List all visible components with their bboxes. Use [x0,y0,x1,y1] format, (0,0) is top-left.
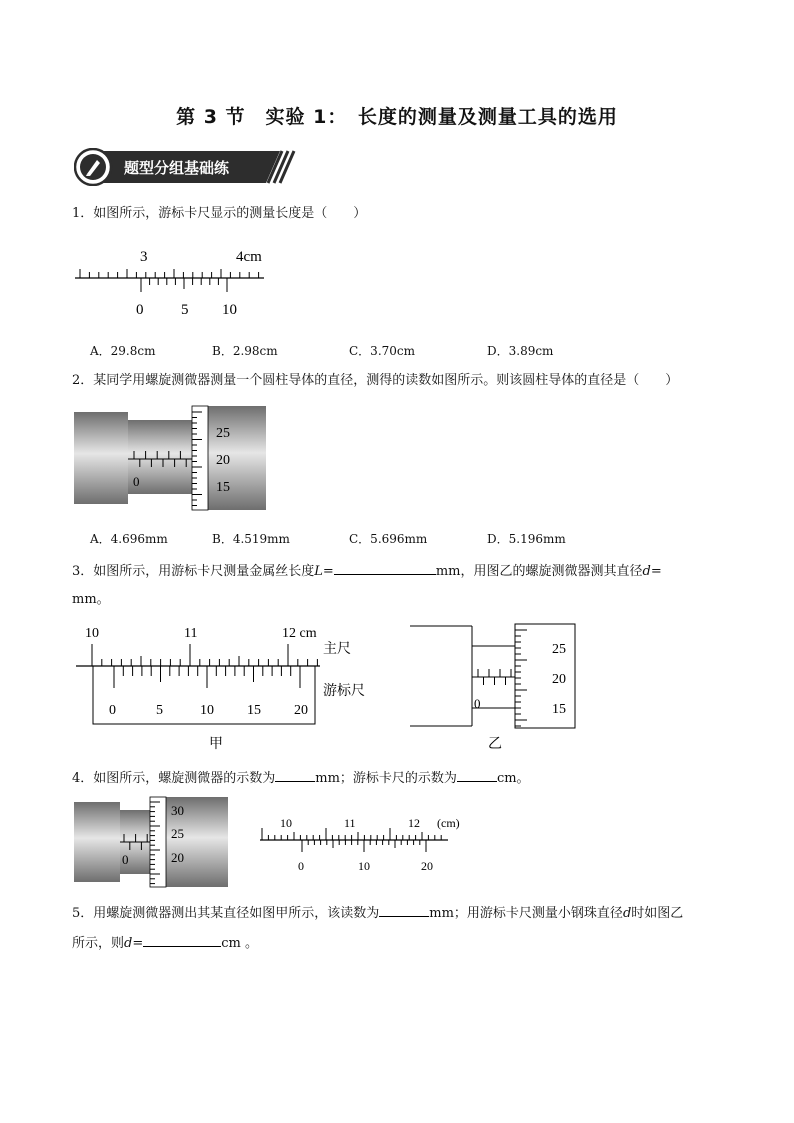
vernier-scale-name: 游标尺 [323,683,365,699]
thimble-label: 20 [216,453,230,468]
page-title: 第 3 节 实验 1： 长度的测量及测量工具的选用 [176,106,618,128]
q4-vernier-caliper-diagram [256,812,471,876]
q3-vernier-caliper-diagram [70,622,390,754]
q1-option-a: A．29.8cm [90,344,156,358]
q2-option-a: A．4.696mm [90,532,168,546]
question-4-text: 4．如图所示，螺旋测微器的示数为 mm；游标卡尺的示数为 cm。 [72,767,530,789]
sleeve-label: 0 [474,696,481,711]
thimble-label: 20 [552,672,566,687]
thimble-label: 25 [552,642,566,657]
q4-micrometer-diagram [72,796,232,888]
vernier-scale-label: 5 [156,703,163,718]
vernier-scale-label: 0 [298,859,304,873]
thimble-label: 20 [171,850,184,865]
q3-micrometer-line-diagram [408,622,588,752]
section-badge [74,148,299,186]
thimble-label: 25 [216,426,230,441]
vernier-scale-label: 5 [181,302,189,318]
main-scale-label: 10 [85,626,99,641]
vernier-scale-label: 20 [421,859,433,873]
thimble-label: 30 [171,803,184,818]
figure-caption: 甲 [209,736,223,752]
answer-blank[interactable] [334,560,436,575]
main-scale-label: 12 cm [282,626,317,641]
figure-caption: 乙 [488,736,502,752]
vernier-scale-label: 0 [136,302,144,318]
main-scale-label: 12 [408,816,420,830]
main-scale-label: 11 [184,626,198,641]
question-3-text: 3．如图所示，用游标卡尺测量金属丝长度L= mm，用图乙的螺旋测微器测其直径d= [72,560,662,582]
thimble-label: 15 [552,702,566,717]
section-badge-label: 题型分组基础练 [124,159,230,177]
main-scale-label: 4cm [236,249,262,265]
question-5-text-line2: 所示，则d= cm 。 [72,932,258,954]
q1-option-d: D．3.89cm [487,344,554,358]
q1-vernier-caliper-diagram [70,246,280,318]
vernier-scale-label: 0 [109,703,116,718]
question-1-text: 1．如图所示，游标卡尺显示的测量长度是（ ） [72,206,367,221]
q1-option-c: C．3.70cm [349,344,416,358]
vernier-scale-label: 15 [247,703,261,718]
vernier-scale-label: 10 [358,859,370,873]
sleeve-label: 0 [122,852,129,867]
sleeve-label: 0 [133,474,140,489]
vernier-scale-label: 10 [222,302,237,318]
q2-option-b: B．4.519mm [212,532,290,546]
answer-blank[interactable] [379,902,429,917]
answer-blank[interactable] [143,932,221,947]
main-scale-label: 3 [140,249,148,265]
answer-blank[interactable] [457,767,497,782]
main-scale-name: 主尺 [323,641,351,657]
q1-option-b: B．2.98cm [212,344,278,358]
main-scale-label: 10 [280,816,292,830]
q2-option-d: D．5.196mm [487,532,566,546]
vernier-scale-label: 20 [294,703,308,718]
unit-label: (cm) [437,816,460,830]
question-5-text: 5．用螺旋测微器测出其某直径如图甲所示，该读数为 mm；用游标卡尺测量小钢珠直径d时如图乙 [72,902,683,924]
q2-micrometer-diagram [72,404,272,512]
question-3-text-line2: mm。 [72,592,110,607]
vernier-scale-label: 10 [200,703,214,718]
answer-blank[interactable] [275,767,315,782]
question-2-text: 2．某同学用螺旋测微器测量一个圆柱导体的直径，测得的读数如图所示。则该圆柱导体的直径是（ ） [72,373,679,388]
thimble-label: 15 [216,480,230,495]
thimble-label: 25 [171,826,184,841]
q2-option-c: C．5.696mm [349,532,428,546]
main-scale-label: 11 [344,816,356,830]
